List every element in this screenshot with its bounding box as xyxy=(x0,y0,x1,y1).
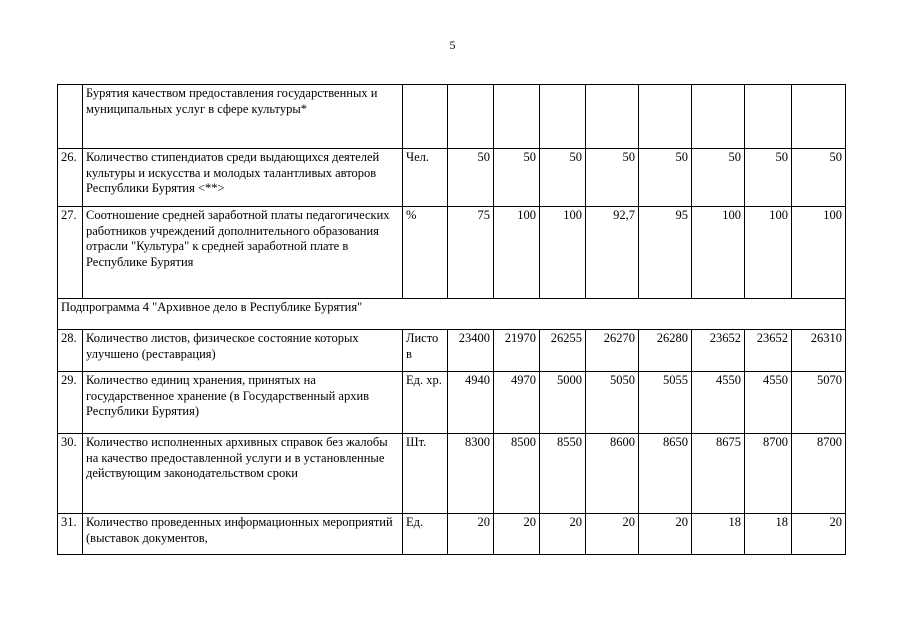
value-cell xyxy=(448,85,494,149)
row-number: 30. xyxy=(58,434,83,514)
value-cell: 100 xyxy=(494,207,540,299)
unit: Ед. хр. xyxy=(403,372,448,434)
value-cell: 4970 xyxy=(494,372,540,434)
value-cell: 8700 xyxy=(745,434,792,514)
indicator-name: Количество стипендиатов среди выдающихся деятелей культуры и искусства и молодых талантливых авторов Республики Бурятия <**> xyxy=(83,149,403,207)
value-cell: 18 xyxy=(745,514,792,555)
table-row xyxy=(58,330,846,372)
value-cell xyxy=(745,85,792,149)
value-cell: 75 xyxy=(448,207,494,299)
value-cell: 26310 xyxy=(792,330,846,372)
row-number: 31. xyxy=(58,514,83,555)
indicator-name: Количество исполненных архивных справок без жалобы на качество предоставленной услуги и в установленные действующим законодательством сроки xyxy=(83,434,403,514)
value-cell: 50 xyxy=(540,149,586,207)
indicator-name: Количество проведенных информационных мероприятий (выставок документов, xyxy=(83,514,403,555)
subprogram-row xyxy=(58,299,846,330)
unit: % xyxy=(403,207,448,299)
row-number: 26. xyxy=(58,149,83,207)
indicator-name: Количество листов, физическое состояние которых улучшено (реставрация) xyxy=(83,330,403,372)
page-number: 5 xyxy=(449,38,456,52)
table-row xyxy=(58,85,846,149)
value-cell: 21970 xyxy=(494,330,540,372)
value-cell: 5055 xyxy=(639,372,692,434)
value-cell: 50 xyxy=(448,149,494,207)
value-cell: 20 xyxy=(494,514,540,555)
value-cell: 100 xyxy=(745,207,792,299)
value-cell: 26270 xyxy=(586,330,639,372)
indicator-name: Количество единиц хранения, принятых на государственное хранение (в Государственный архив Республики Бурятия) xyxy=(83,372,403,434)
value-cell xyxy=(639,85,692,149)
value-cell: 23400 xyxy=(448,330,494,372)
value-cell xyxy=(692,85,745,149)
table-row xyxy=(58,514,846,555)
value-cell: 26280 xyxy=(639,330,692,372)
value-cell: 95 xyxy=(639,207,692,299)
value-cell: 8600 xyxy=(586,434,639,514)
value-cell: 20 xyxy=(639,514,692,555)
value-cell: 5050 xyxy=(586,372,639,434)
value-cell: 26255 xyxy=(540,330,586,372)
value-cell: 100 xyxy=(792,207,846,299)
value-cell: 20 xyxy=(792,514,846,555)
value-cell: 50 xyxy=(494,149,540,207)
value-cell: 20 xyxy=(586,514,639,555)
table-row xyxy=(58,372,846,434)
value-cell: 4550 xyxy=(692,372,745,434)
subprogram-title: Подпрограмма 4 "Архивное дело в Республике Бурятия" xyxy=(58,299,846,330)
value-cell: 8700 xyxy=(792,434,846,514)
value-cell: 5000 xyxy=(540,372,586,434)
unit: Чел. xyxy=(403,149,448,207)
value-cell: 23652 xyxy=(692,330,745,372)
row-number: 28. xyxy=(58,330,83,372)
value-cell xyxy=(540,85,586,149)
value-cell: 50 xyxy=(745,149,792,207)
value-cell: 5070 xyxy=(792,372,846,434)
row-number: 29. xyxy=(58,372,83,434)
value-cell xyxy=(494,85,540,149)
unit: Ед. xyxy=(403,514,448,555)
unit xyxy=(403,85,448,149)
value-cell: 4940 xyxy=(448,372,494,434)
value-cell xyxy=(792,85,846,149)
value-cell: 50 xyxy=(639,149,692,207)
value-cell: 18 xyxy=(692,514,745,555)
indicator-name: Бурятия качеством предоставления государственных и муниципальных услуг в сфере культуры* xyxy=(83,85,403,149)
value-cell: 8300 xyxy=(448,434,494,514)
value-cell: 8675 xyxy=(692,434,745,514)
value-cell: 4550 xyxy=(745,372,792,434)
value-cell: 50 xyxy=(792,149,846,207)
value-cell: 100 xyxy=(692,207,745,299)
value-cell: 23652 xyxy=(745,330,792,372)
value-cell: 50 xyxy=(692,149,745,207)
table-row xyxy=(58,434,846,514)
value-cell: 20 xyxy=(540,514,586,555)
indicators-table xyxy=(57,84,846,555)
value-cell: 8500 xyxy=(494,434,540,514)
value-cell: 50 xyxy=(586,149,639,207)
row-number xyxy=(58,85,83,149)
value-cell: 8650 xyxy=(639,434,692,514)
row-number: 27. xyxy=(58,207,83,299)
unit: Листов xyxy=(403,330,448,372)
value-cell xyxy=(586,85,639,149)
indicator-name: Соотношение средней заработной платы педагогических работников учреждений дополнительного образования отрасли "Культура" к средней заработной плате в Республике Бурятия xyxy=(83,207,403,299)
value-cell: 8550 xyxy=(540,434,586,514)
table-row xyxy=(58,149,846,207)
value-cell: 100 xyxy=(540,207,586,299)
table-body xyxy=(58,85,846,555)
unit: Шт. xyxy=(403,434,448,514)
value-cell: 20 xyxy=(448,514,494,555)
table-row xyxy=(58,207,846,299)
value-cell: 92,7 xyxy=(586,207,639,299)
